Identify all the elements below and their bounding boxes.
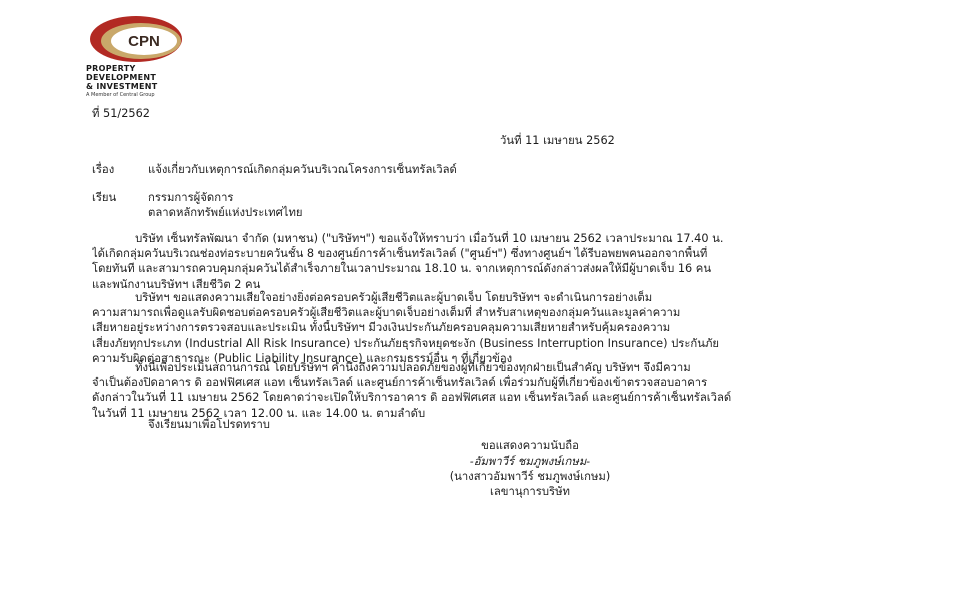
paragraph-line: และพนักงานบริษัทฯ เสียชีวิต 2 คน bbox=[92, 277, 261, 291]
cpn-logo-mark bbox=[84, 12, 202, 64]
signatory-name: (นางสาวอัมพาวีร์ ชมภูพงษ์เกษม) bbox=[449, 470, 611, 483]
paragraph-line: ดังกล่าวในวันที่ 11 เมษายน 2562 โดยคาดว่าจะเปิดให้บริการอาคาร ดิ ออฟฟิศเศส แอท เซ็นทรัลเวิลด์ และศูนย์การค้าเซ็นทรัลเวิลด์ bbox=[92, 391, 732, 405]
paragraph-line: ได้เกิดกลุ่มควันบริเวณช่องท่อระบายควันชั้น 8 ของศูนย์การค้าเซ็นทรัลเวิลด์ ("ศูนย์ฯ") ซึ่งทางศูนย์ฯ ได้รีบอพยพคนออกจากพื้นที่ bbox=[92, 247, 708, 261]
signature-regards: ขอแสดงความนับถือ bbox=[481, 439, 579, 452]
signature: -อัมพาวีร์ ชมภูพงษ์เกษม- bbox=[469, 455, 591, 468]
paragraph-line: เสียหายอยู่ระหว่างการตรวจสอบและประเมิน ทั้งนี้บริษัทฯ มีวงเงินประกันภัยครอบคลุมความเสียหายสำหรับคุ้มครองความ bbox=[92, 321, 671, 335]
logo-line-3: & INVESTMENT bbox=[86, 82, 158, 91]
company-logo bbox=[84, 12, 202, 104]
paragraph-line: ความรับผิดต่อสาธารณะ (Public Liability Insurance) และกรมธรรม์อื่น ๆ ที่เกี่ยวข้อง bbox=[92, 351, 513, 365]
paragraph-line: บริษัท เซ็นทรัลพัฒนา จำกัด (มหาชน) ("บริษัทฯ") ขอแจ้งให้ทราบว่า เมื่อวันที่ 10 เมษายน 2562 เวลาประมาณ 17.40 น. bbox=[92, 232, 724, 245]
body-paragraph-1 bbox=[92, 231, 886, 292]
paragraph-line: ความสามารถเพื่อดูแลรับผิดชอบต่อครอบครัวผู้เสียชีวิตและผู้บาดเจ็บอย่างเต็มที่ สำหรับสาเหตุของกลุ่มควันและมูลค่าความ bbox=[92, 306, 681, 320]
body-paragraph-3 bbox=[92, 360, 886, 421]
letter-date: วันที่ 11 เมษายน 2562 bbox=[500, 134, 615, 147]
paragraph-line: ทั้งนี้เพื่อประเมินสถานการณ์ โดยบริษัทฯ คำนึงถึงความปลอดภัยของผู้ที่เกี่ยวข้องทุกฝ่ายเป็นสำคัญ บริษัทฯ จึงมีความ bbox=[92, 361, 691, 374]
recipient-line-1: กรรมการผู้จัดการ bbox=[148, 191, 234, 204]
signatory-title: เลขานุการบริษัท bbox=[490, 485, 570, 498]
subject-label: เรื่อง bbox=[92, 163, 115, 176]
recipient-line-2: ตลาดหลักทรัพย์แห่งประเทศไทย bbox=[148, 206, 303, 219]
logo-line-1: PROPERTY bbox=[86, 64, 136, 73]
paragraph-line: โดยทันที และสามารถควบคุมกลุ่มควันได้สำเร็จภายในเวลาประมาณ 18.10 น. จากเหตุการณ์ดังกล่าวส่งผลให้มีผู้บาดเจ็บ 16 คน bbox=[92, 262, 712, 276]
subject-text: แจ้งเกี่ยวกับเหตุการณ์เกิดกลุ่มควันบริเวณโครงการเซ็นทรัลเวิลด์ bbox=[148, 163, 457, 176]
paragraph-line: จำเป็นต้องปิดอาคาร ดิ ออฟฟิศเศส แอท เซ็นทรัลเวิลด์ และศูนย์การค้าเซ็นทรัลเวิลด์ เพื่อร่วมกับผู้ที่เกี่ยวข้องเข้าตรวจสอบอาคาร bbox=[92, 376, 708, 390]
recipient-label: เรียน bbox=[92, 191, 117, 204]
paragraph-line: บริษัทฯ ขอแสดงความเสียใจอย่างยิ่งต่อครอบครัวผู้เสียชีวิตและผู้บาดเจ็บ โดยบริษัทฯ จะดำเนินการอย่างเต็ม bbox=[92, 291, 653, 304]
body-paragraph-2 bbox=[92, 290, 886, 366]
paragraph-line: เสี่ยงภัยทุกประเภท (Industrial All Risk Insurance) ประกันภัยธุรกิจหยุดชะงัก (Business Interruption Insurance) ประกันภัย bbox=[92, 336, 720, 350]
logo-tagline: A Member of Central Group bbox=[86, 92, 155, 98]
logo-brand-text: CPN bbox=[128, 33, 160, 50]
paragraph-line: ในวันที่ 11 เมษายน 2562 เวลา 12.00 น. และ 14.00 น. ตามลำดับ bbox=[92, 406, 426, 420]
logo-line-2: DEVELOPMENT bbox=[86, 73, 157, 82]
reference-number: ที่ 51/2562 bbox=[92, 107, 150, 120]
closing-line: จึงเรียนมาเพื่อโปรดทราบ bbox=[148, 418, 270, 431]
